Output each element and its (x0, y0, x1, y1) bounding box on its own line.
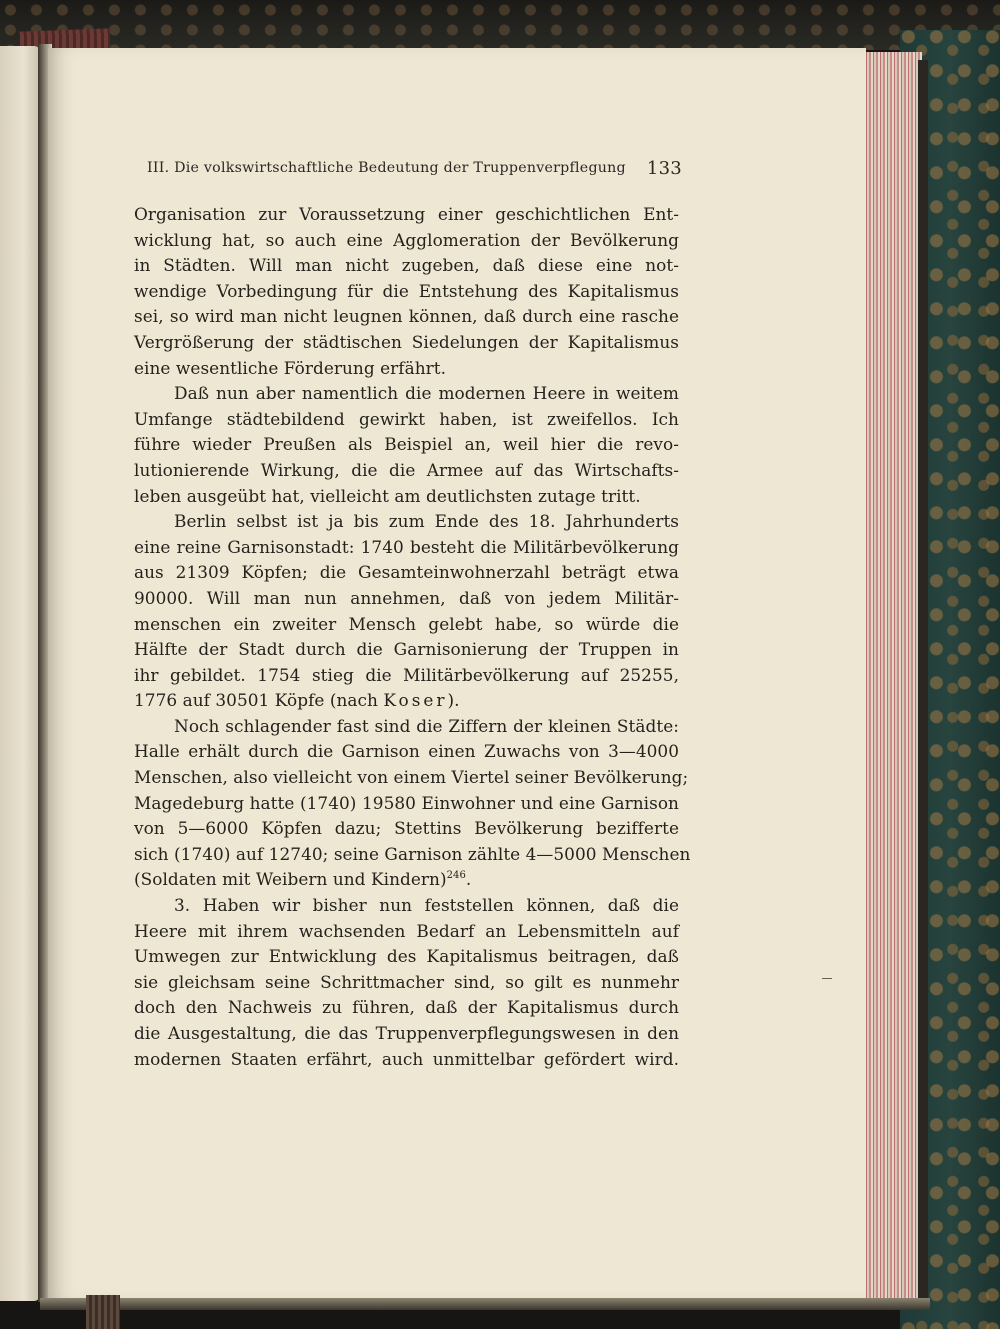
margin-mark (822, 978, 832, 979)
footnote-reference: 246 (446, 870, 466, 882)
text-line: sei, so wird man nicht leugnen können, daß durch eine rasche (134, 306, 679, 327)
text-line: ihr gebildet. 1754 stieg die Militärbevölkerung auf 25255, (134, 664, 679, 685)
text-line: führe wieder Preußen als Beispiel an, weil hier die revo- (134, 434, 679, 455)
text-line: Berlin selbst ist ja bis zum Ende des 18. Jahrhunderts (174, 511, 679, 532)
page-bottom-shadow (40, 1298, 930, 1310)
text-line: Umwegen zur Entwicklung des Kapitalismus beitragen, daß (134, 946, 679, 967)
paragraph (134, 509, 679, 714)
text-fragment: ). (447, 690, 460, 711)
text-line: Hälfte der Stadt durch die Garnisonierung der Truppen in (134, 639, 679, 660)
text-fragment: . (465, 869, 472, 890)
page-block-shadow (918, 60, 928, 1298)
text-line: die Ausgestaltung, die das Truppenverpflegungswesen in den (134, 1023, 679, 1043)
paragraph (134, 202, 679, 381)
bookmark-ribbon-end (86, 1295, 120, 1329)
text-line (134, 688, 679, 714)
text-line: wicklung hat, so auch eine Agglomeration der Bevölkerung (134, 229, 679, 250)
text-line: 90000. Will man nun annehmen, daß von jedem Militär- (134, 587, 679, 608)
text-line: von 5—6000 Köpfen dazu; Stettins Bevölkerung bezifferte (134, 818, 679, 839)
text-line: Noch schlagender fast sind die Ziffern der kleinen Städte: (174, 715, 679, 736)
text-line: sich (1740) auf 12740; seine Garnison zählte 4—5000 Menschen (134, 843, 691, 864)
text-fragment: (Soldaten mit Weibern und Kindern) (134, 869, 447, 890)
body-text (134, 202, 691, 1072)
text-line: aus 21309 Köpfen; die Gesamteinwohnerzahl beträgt etwa (134, 562, 679, 583)
text-line: 3. Haben wir bisher nun feststellen können, daß die (174, 895, 679, 916)
text-line: sie gleichsam seine Schrittmacher sind, so gilt es nunmehr (134, 971, 679, 992)
text-line: leben ausgeübt hat, vielleicht am deutlichsten zutage tritt. (134, 485, 641, 506)
text-line: Magedeburg hatte (1740) 19580 Einwohner und eine Garnison (134, 792, 679, 813)
paragraph (134, 714, 691, 893)
text-line (134, 867, 679, 893)
text-line: Menschen, also vielleicht von einem Viertel seiner Bevölkerung; (134, 767, 689, 788)
text-line: menschen ein zweiter Mensch gelebt habe, so würde die (134, 613, 679, 634)
text-line: Heere mit ihrem wachsenden Bedarf an Lebensmitteln auf (134, 920, 679, 941)
text-line: doch den Nachweis zu führen, daß der Kapitalismus durch (134, 997, 679, 1018)
previous-page-edge (0, 46, 40, 1301)
text-line: Vergrößerung der städtischen Siedelungen der Kapitalismus (134, 331, 679, 352)
text-line: lutionierende Wirkung, die die Armee auf das Wirtschafts- (134, 459, 679, 480)
page-number: 133 (646, 158, 682, 179)
text-line: modernen Staaten erfährt, auch unmittelbar gefördert wird. (134, 1048, 679, 1069)
text-line: Daß nun aber namentlich die modernen Heere in weitem (174, 383, 679, 404)
text-line: in Städten. Will man nicht zugeben, daß diese eine not- (134, 255, 679, 276)
text-fragment: 1776 auf 30501 Köpfe (nach (134, 690, 384, 711)
page-block-edges (860, 52, 922, 1300)
paragraph (134, 381, 679, 509)
running-head-title: III. Die volkswirtschaftliche Bedeutung der Truppenverpflegung (147, 160, 626, 176)
paragraph (134, 893, 679, 1072)
text-line: Umfange städtebildend gewirkt haben, ist zweifellos. Ich (134, 408, 679, 429)
author-name: Koser (383, 690, 448, 711)
text-line: eine reine Garnisonstadt: 1740 besteht die Militärbevölkerung (134, 536, 679, 557)
book-cover-top (0, 0, 1000, 50)
text-line: wendige Vorbedingung für die Entstehung des Kapitalismus (134, 280, 679, 301)
text-line: eine wesentliche Förderung erfährt. (134, 357, 447, 378)
text-line: Halle erhält durch die Garnison einen Zuwachs von 3—4000 (134, 741, 679, 762)
text-line: Organisation zur Voraussetzung einer geschichtlichen Ent- (134, 204, 679, 224)
